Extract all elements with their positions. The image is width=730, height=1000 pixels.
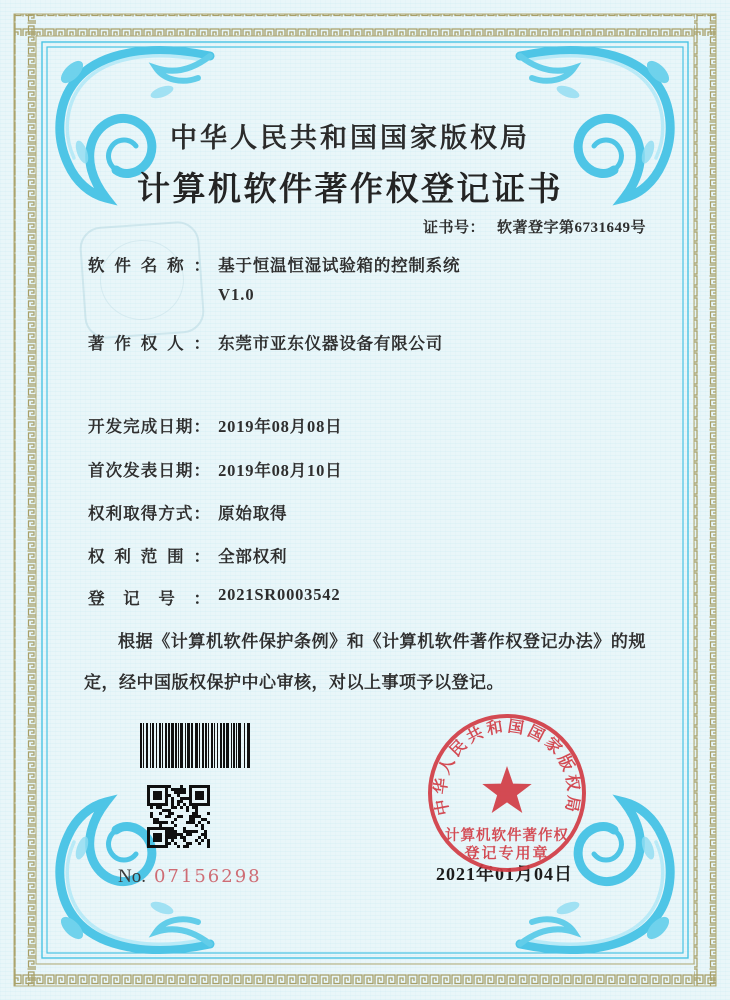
field-value: 全部权利	[218, 547, 288, 566]
field-row-rights-scope	[88, 543, 287, 567]
issue-date: 2021年01月04日	[436, 864, 573, 884]
statement-paragraph: 根据《计算机软件保护条例》和《计算机软件著作权登记办法》的规定，经中国版权保护中心审核，对以上事项予以登记。	[84, 632, 646, 692]
field-row-first-publish-date	[88, 457, 342, 481]
authority-name: 中华人民共和国国家版权局	[170, 123, 530, 153]
seal-ring-text: 中华人民共和国国家版权局	[432, 718, 582, 817]
field-value-line2: V1.0	[218, 285, 255, 304]
field-label: 首次发表日期：	[88, 461, 210, 480]
field-label: 登记号：	[88, 589, 210, 608]
qr-code	[147, 785, 210, 848]
field-label: 著作权人：	[88, 334, 210, 353]
field-value: 原始取得	[218, 504, 288, 523]
seal-star-icon	[482, 766, 531, 813]
field-label: 权利取得方式：	[88, 504, 210, 523]
serial-prefix: No.	[118, 866, 146, 887]
field-row-dev-complete-date	[88, 413, 342, 437]
field-row-rights-acquisition	[88, 500, 287, 524]
certificate-number-value: 软著登字第6731649号	[496, 220, 646, 236]
serial-number-line	[118, 866, 262, 888]
field-row-copyright-owner	[88, 330, 443, 354]
seal-line2: 登记专用章	[464, 846, 550, 862]
field-label: 权利范围：	[88, 547, 210, 566]
certificate-number-line	[423, 216, 646, 237]
certificate-number-label: 证书号：	[422, 220, 485, 236]
field-label: 软件名称：	[88, 256, 210, 275]
official-seal	[422, 712, 592, 882]
field-value: 基于恒温恒湿试验箱的控制系统 V1.0	[218, 256, 461, 304]
field-row-registration-number	[88, 585, 340, 609]
field-value: 2019年08月08日	[218, 417, 343, 436]
field-row-software-name	[88, 252, 460, 305]
field-value: 2021SR0003542	[218, 585, 341, 604]
seal-line1: 计算机软件著作权	[445, 828, 569, 844]
field-value: 2019年08月10日	[218, 461, 343, 480]
certificate-title: 计算机软件著作权登记证书	[137, 172, 563, 208]
field-label: 开发完成日期：	[88, 417, 210, 436]
field-value: 东莞市亚东仪器设备有限公司	[218, 334, 444, 353]
serial-number: 07156298	[153, 866, 262, 887]
barcode	[140, 723, 250, 768]
